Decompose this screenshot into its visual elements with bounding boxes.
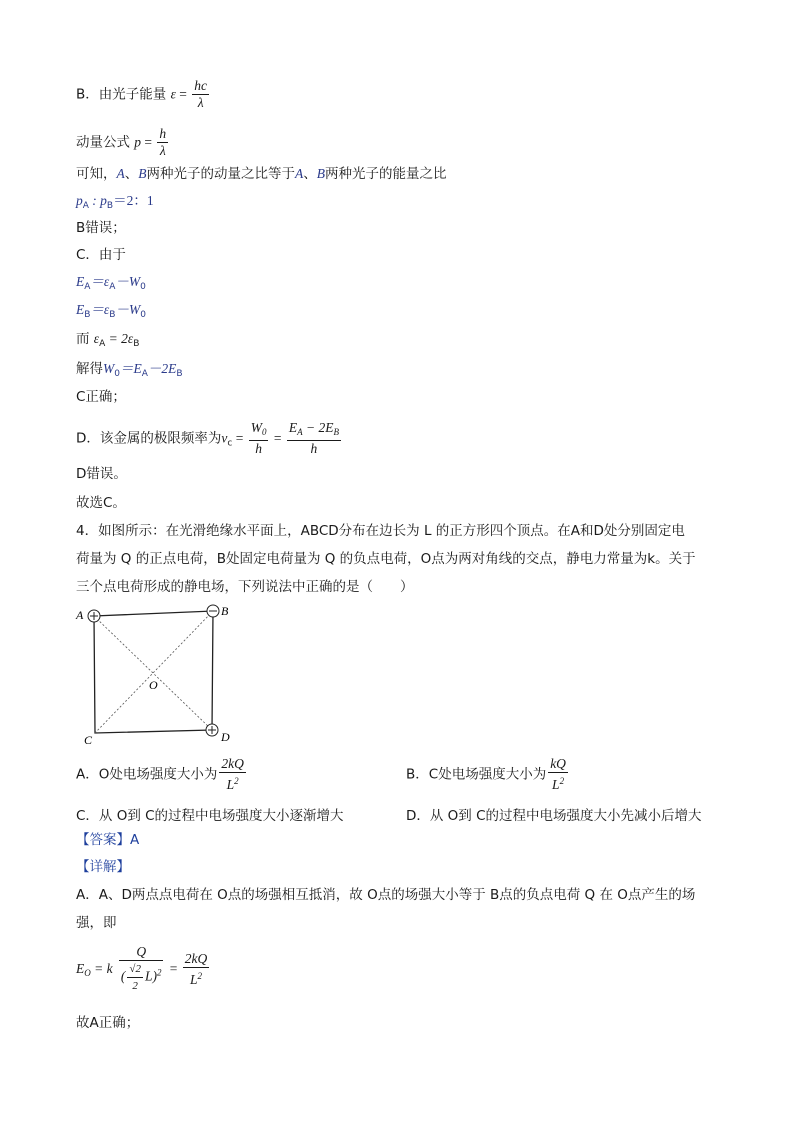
frac-w0-h: $\frac{W_0}{h}$ <box>250 420 267 456</box>
label-a: A <box>76 608 84 622</box>
q4-line2: 荷量为 Q 的正点电荷，B处固定电荷量为 Q 的负点电荷，O点为两对角线的交点，静电力常量为k。关于 <box>76 551 696 567</box>
text: 动量公式 <box>76 134 130 151</box>
detail-verdict: 故A正确； <box>76 1015 140 1031</box>
detail-line2: 强，即 <box>76 915 117 931</box>
energy-fraction: $\frac{hc}{\lambda}$ <box>194 78 208 110</box>
label-c: C <box>84 733 93 747</box>
eo-equation: $E_O = k$ Q ( $\frac{√2}{2}$ L)$^2$ = $\frac{2kQ}{L^2}$ <box>76 944 208 992</box>
detail-line1: A．A、D两点点电荷在 O点的场强相互抵消，故 O点的场强大小等于 B点的负点电荷 Q 在 O点产生的场 <box>76 887 696 903</box>
line-b-intro: B．由光子能量 ε = $\frac{hc}{\lambda}$ <box>76 78 208 110</box>
eo-result-fraction: $\frac{2kQ}{L^2}$ <box>184 950 208 987</box>
q4-line1: 4．如图所示：在光滑绝缘水平面上，ABCD分布在边长为 L 的正方形四个顶点。在A和D处分别固定电 <box>76 523 685 539</box>
option-a[interactable]: A．O处电场强度大小为 $\frac{2kQ}{L^2}$ <box>76 756 244 792</box>
label-b: B <box>221 604 229 618</box>
option-d[interactable]: D．从 O到 C的过程中电场强度大小先减小后增大 <box>406 808 702 824</box>
label-o: O <box>149 678 158 692</box>
option-b[interactable]: B．C处电场强度大小为 $\frac{kQ}{L^2}$ <box>406 756 566 792</box>
line-b-verdict: B错误； <box>76 220 126 236</box>
line-c-eq2: $E_B=\varepsilon_B-W_0$ <box>76 302 146 320</box>
square-charge-diagram <box>70 600 240 750</box>
line-c-verdict: C正确； <box>76 389 126 405</box>
momentum-symbol: p <box>134 134 142 150</box>
epsilon-symbol: ε <box>170 86 176 102</box>
text: B．由光子能量 <box>76 86 167 103</box>
positive-charge-a <box>88 610 100 622</box>
line-b-ratio: $p_A$ : $p_B=2$：1 <box>76 193 154 211</box>
momentum-fraction: $\frac{h}{\lambda}$ <box>159 126 167 158</box>
line-c-solve: 解得$W_0=E_A-2E_B$ <box>76 361 183 379</box>
answer-label: 【答案】A <box>76 832 140 848</box>
line-b-momentum: 动量公式 p = $\frac{h}{\lambda}$ <box>76 126 167 158</box>
frac-ea-eb-h: $\frac{E_A - 2E_B}{h}$ <box>288 420 339 456</box>
diagonal-bc <box>95 611 213 733</box>
line-c-and: 而 $\varepsilon_A = 2\varepsilon_B$ <box>76 331 140 349</box>
line-b-conclusion: 可知，A、B两种光子的动量之比等于A、B两种光子的能量之比 <box>76 166 447 182</box>
eo-main-fraction: Q ( $\frac{√2}{2}$ L)$^2$ <box>120 944 162 992</box>
positive-charge-d <box>206 724 218 736</box>
label-d: D <box>221 730 230 744</box>
line-c-intro: C．由于 <box>76 247 126 263</box>
line-d-verdict: D错误。 <box>76 466 127 482</box>
detail-label: 【详解】 <box>76 859 130 875</box>
line-d-formula: D．该金属的极限频率为$\nu_c$ = $\frac{W_0}{h}$ = $\frac{E_A - 2E_B}{h}$ <box>76 420 339 456</box>
diagonal-ad <box>94 616 212 730</box>
q4-line3: 三个点电荷形成的静电场，下列说法中正确的是（ ） <box>76 579 414 595</box>
negative-charge-b <box>207 605 219 617</box>
line-choose: 故选C。 <box>76 495 126 511</box>
line-c-eq1: $E_A=\varepsilon_A-W_0$ <box>76 274 146 292</box>
option-c[interactable]: C．从 O到 C的过程中电场强度大小逐渐增大 <box>76 808 344 824</box>
